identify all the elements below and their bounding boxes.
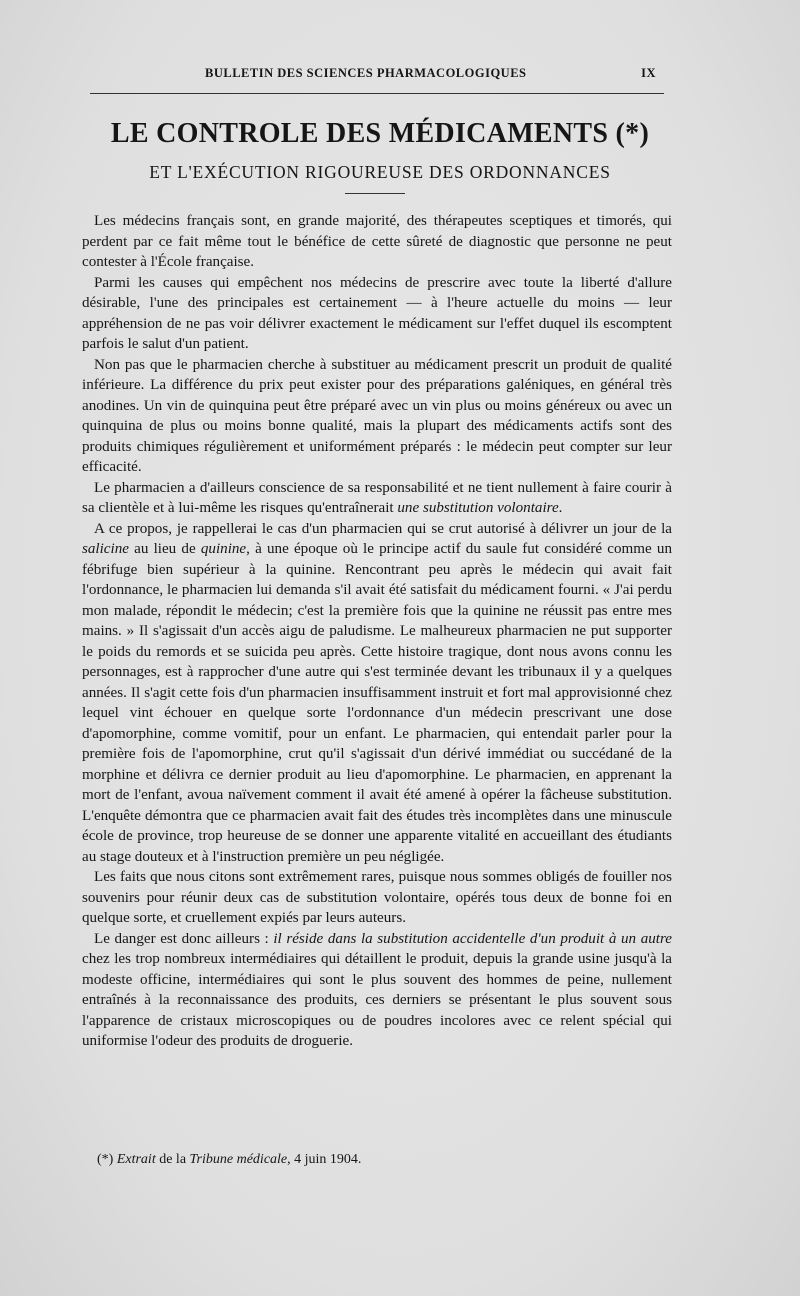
paragraph: Les faits que nous citons sont extrêmement rares, puisque nous sommes obligés de fouiller nos souvenirs pour réunir deux cas de substitution volontaire, opérés tous deux de bonne foi en quelque sorte, et cruellement expiés par leurs auteurs. (82, 869, 672, 926)
italic-text: salicine (82, 541, 129, 557)
paragraph-text: au lieu de (128, 541, 201, 557)
footnote-italic: Extrait (116, 1152, 156, 1167)
footnote-source: Tribune médicale (189, 1152, 288, 1167)
footnote-text: de la (155, 1152, 190, 1167)
paragraph: Les médecins français sont, en grande majorité, des thérapeutes sceptiques et timorés, qui perdent par ce fait même tout le bénéfice de cette sûreté de diagnostic que personne ne peut contester à l'École française. (82, 213, 672, 270)
article-title: LE CONTROLE DES MÉDICAMENTS (*) (110, 118, 650, 149)
paragraph (82, 929, 672, 1052)
italic-text: quinine (200, 541, 247, 557)
paragraph: Non pas que le pharmacien cherche à substituer au médicament prescrit un produit de qualité inférieure. La différence du prix peut exister pour des préparations galéniques, en général très anodines. Un vin de quinquina peut être préparé avec un vin plus ou moins généreux ou avec un quinquina de plus ou moins bonne qualité, mais la plupart des médicaments actifs sont des produits chimiques régulièrement et uniformément préparés : le médecin peut compter sur leur efficacité. (82, 356, 672, 475)
paragraph-text: A ce propos, je rappellerai le cas d'un pharmacien qui se crut autorisé à délivrer un jour de la (94, 520, 672, 537)
footnote-marker: (*) (97, 1152, 114, 1167)
journal-title: BULLETIN DES SCIENCES PHARMACOLOGIQUES (205, 66, 527, 80)
paragraph-text: , à une époque où le principe actif du saule fut considéré comme un fébrifuge bien supérieur à la quinine. Rencontrant peu après le médecin qui avait fait l'ordonnance, le pharmacien lui demanda s'il avait été satisfait du médicament fourni. « J'ai perdu mon malade, répondit le médecin; c'est la première fois que la quinine ne réussit pas entre mes mains. » Il s'agissait d'un accès aigu de paludisme. Le malheureux pharmacien ne put supporter le poids du remords et se suicida peu après. Cette histoire tragique, dont nous avons connu les personnages, est à rapprocher d'une autre qui s'est terminée devant les tribunaux il y a quelques années. Il s'agit cette fois d'un pharmacien insuffisamment instruit et fort mal approvisionné chez lequel vint échouer en quelque sorte l'ordonnance d'un médecin prescrivant une dose d'apomorphine, comme vomitif, pour un enfant. Le pharmacien, qui entendait parler pour la première fois de l'apomorphine, crut qu'il s'agissait d'un dérivé immédiat ou succédané de la morphine et délivra ce dernier produit au lieu d'apomorphine. Le pharmacien, en apprenant la mort de l'enfant, avoua naïvement comment il avait été amené à opérer la fâcheuse substitution. L'enquête démontra que ce pharmacien avait fait des études très incomplètes dans une minuscule école de province, trop heureuse de se donner une apparente vitalité en accueillant des étudiants au stage douteux et à l'instruction première un peu négligée. (82, 541, 672, 865)
footnote-date: , 4 juin 1904. (287, 1152, 362, 1167)
header-rule (90, 93, 664, 94)
paragraph-text: . (558, 500, 563, 516)
italic-text: une substitution volontaire (397, 500, 559, 516)
title-rule (345, 193, 405, 194)
paragraph (82, 478, 672, 519)
paragraph-text: Le danger est donc ailleurs : (94, 930, 274, 947)
page-number: IX (641, 66, 656, 80)
italic-text: il réside dans la substitution accidentelle d'un produit à un autre (273, 930, 673, 947)
article-body (82, 211, 672, 1052)
paragraph-text: Le pharmacien a d'ailleurs conscience de sa responsabilité et ne tient nullement à faire courir à sa clientèle et à lui-même les risques qu'entraînerait (82, 479, 672, 516)
footnote (97, 1152, 667, 1168)
paragraph (82, 519, 672, 868)
paragraph-text: chez les trop nombreux intermédiaires qui détaillent le produit, depuis la grande usine jusqu'à la modeste officine, intermédiaires qui sont le plus souvent des hommes de peine, nullement entraînés à la reconnaissance des produits, ces derniers se présentant le plus souvent sous l'apparence de cristaux microscopiques ou de poudres incolores avec ce relent spécial qui uniformise l'odeur des produits de droguerie. (82, 951, 672, 1049)
article-subtitle: ET L'EXÉCUTION RIGOUREUSE DES ORDONNANCES (149, 162, 611, 182)
paragraph: Parmi les causes qui empêchent nos médecins de prescrire avec toute la liberté d'allure désirable, l'une des principales est certainement — à l'heure actuelle du moins — leur appréhension de ne pas voir délivrer exactement le médicament sur l'effet duquel ils escomptent parfois le salut d'un patient. (82, 274, 672, 352)
